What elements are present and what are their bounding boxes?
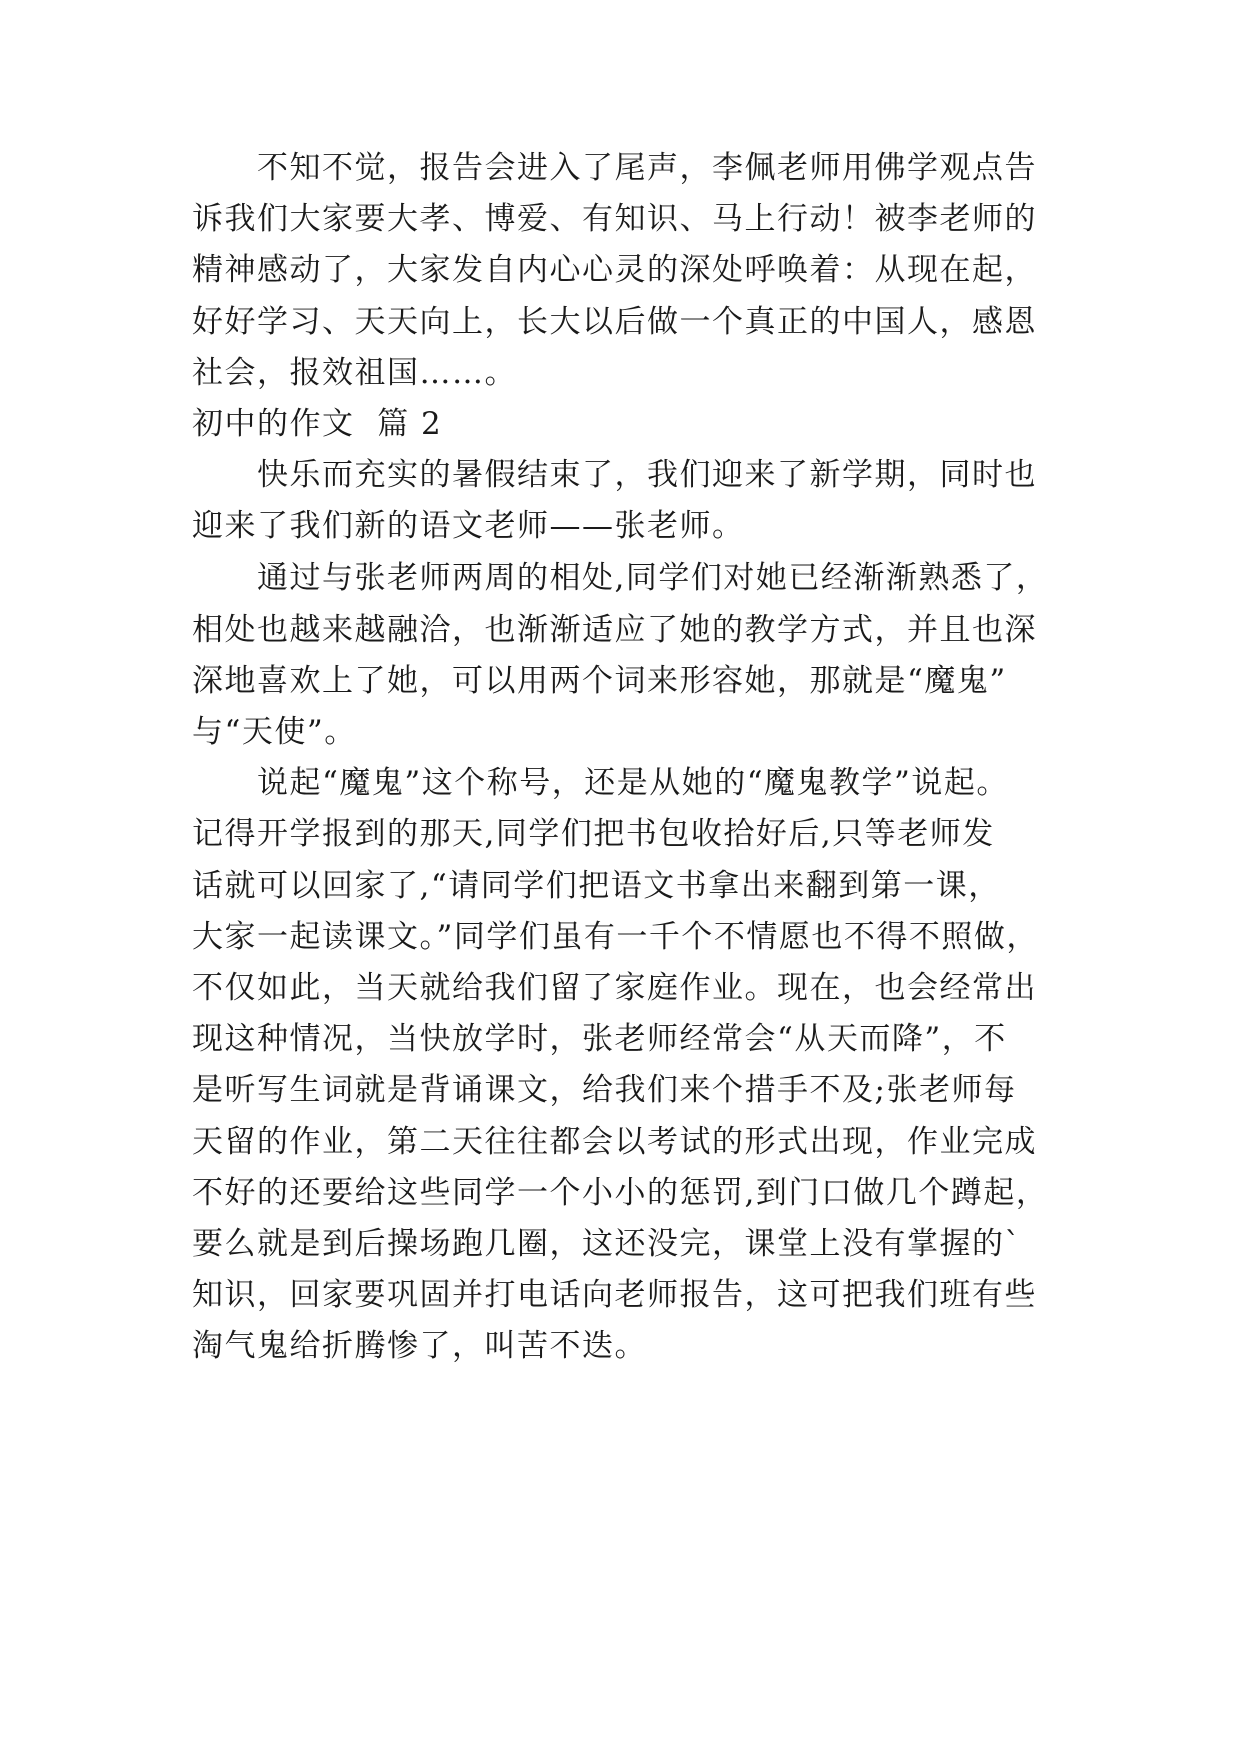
paragraph-4-line-2: 记得开学报到的那天,同学们把书包收拾好后,只等老师发 xyxy=(192,816,995,852)
paragraph-3-line-2: 相处也越来越融洽，也渐渐适应了她的教学方式，并且也深 xyxy=(192,612,1037,648)
paragraph-4-line-4: 大家一起读课文。”同学们虽有一千个不情愿也不得不照做， xyxy=(192,919,1039,955)
paragraph-4-line-7: 是听写生词就是背诵课文，给我们来个措手不及;张老师每 xyxy=(192,1072,1017,1108)
paragraph-4-line-8: 天留的作业，第二天往往都会以考试的形式出现，作业完成 xyxy=(192,1124,1037,1160)
paragraph-3-line-1: 通过与张老师两周的相处,同学们对她已经渐渐熟悉了， xyxy=(257,560,1049,596)
paragraph-1-line-1: 不知不觉，报告会进入了尾声，李佩老师用佛学观点告 xyxy=(257,150,1037,186)
paragraph-3-line-4: 与“天使”。 xyxy=(192,714,357,750)
paragraph-4-line-10: 要么就是到后操场跑几圈，这还没完，课堂上没有掌握的` xyxy=(192,1226,1022,1262)
paragraph-1-line-4: 好好学习、天天向上，长大以后做一个真正的中国人，感恩 xyxy=(192,304,1037,340)
paragraph-4-line-5: 不仅如此，当天就给我们留了家庭作业。现在，也会经常出 xyxy=(192,970,1037,1006)
paragraph-2-line-2: 迎来了我们新的语文老师——张老师。 xyxy=(192,508,745,544)
paragraph-4-line-1: 说起“魔鬼”这个称号，还是从她的“魔鬼教学”说起。 xyxy=(257,765,1009,801)
paragraph-3-line-3: 深地喜欢上了她，可以用两个词来形容她，那就是“魔鬼” xyxy=(192,663,1007,699)
section-heading: 初中的作文 篇 2 xyxy=(192,406,443,442)
paragraph-1-line-5: 社会，报效祖国……。 xyxy=(192,355,517,391)
paragraph-4-line-12: 淘气鬼给折腾惨了，叫苦不迭。 xyxy=(192,1328,647,1364)
paragraph-4-line-6: 现这种情况，当快放学时，张老师经常会“从天而降”，不 xyxy=(192,1021,1007,1057)
paragraph-2-line-1: 快乐而充实的暑假结束了，我们迎来了新学期，同时也 xyxy=(257,457,1037,493)
paragraph-4-line-9: 不好的还要给这些同学一个小小的惩罚,到门口做几个蹲起， xyxy=(192,1175,1049,1211)
paragraph-1-line-3: 精神感动了，大家发自内心心灵的深处呼唤着：从现在起， xyxy=(192,252,1037,288)
paragraph-4-line-3: 话就可以回家了,“请同学们把语文书拿出来翻到第一课， xyxy=(192,868,1001,904)
paragraph-4-line-11: 知识，回家要巩固并打电话向老师报告，这可把我们班有些 xyxy=(192,1277,1037,1313)
paragraph-1-line-2: 诉我们大家要大孝、博爱、有知识、马上行动！被李老师的 xyxy=(192,201,1037,237)
